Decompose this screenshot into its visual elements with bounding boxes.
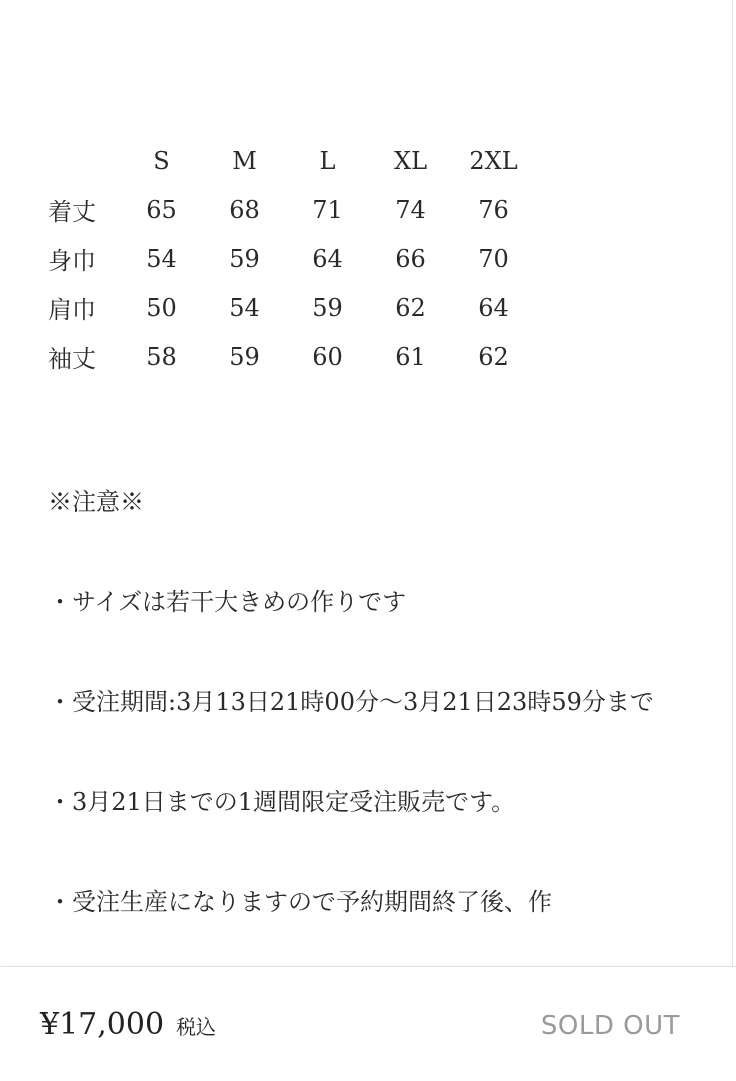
table-row bbox=[48, 332, 535, 381]
table-cell: 58 bbox=[146, 342, 177, 371]
notes-heading: ※注意※ bbox=[48, 488, 144, 516]
table-cell: 76 bbox=[478, 195, 509, 224]
price-display bbox=[40, 1007, 216, 1042]
note-item-size: ・サイズは若干大きめの作りです bbox=[48, 588, 407, 616]
table-cell: 60 bbox=[312, 342, 343, 371]
tax-label: 税込 bbox=[176, 1015, 217, 1039]
table-cell: 64 bbox=[312, 244, 343, 273]
table-row bbox=[48, 185, 535, 234]
table-cell: 62 bbox=[478, 342, 509, 371]
price-value: ¥17,000 bbox=[40, 1007, 165, 1042]
row-label-shoulder: 肩巾 bbox=[48, 296, 96, 324]
table-cell: 59 bbox=[229, 244, 260, 273]
table-cell: 61 bbox=[395, 342, 426, 371]
table-cell: 66 bbox=[395, 244, 426, 273]
corner-cell bbox=[48, 136, 120, 185]
size-header-s: S bbox=[153, 146, 170, 175]
table-cell: 54 bbox=[146, 244, 177, 273]
row-label-length: 着丈 bbox=[48, 198, 96, 226]
table-cell: 50 bbox=[146, 293, 177, 322]
size-chart-table bbox=[48, 136, 535, 381]
table-cell: 54 bbox=[229, 293, 260, 322]
size-header-m: M bbox=[232, 146, 257, 175]
table-cell: 65 bbox=[146, 195, 177, 224]
table-cell: 59 bbox=[229, 342, 260, 371]
size-header-xl: XL bbox=[393, 146, 428, 175]
table-cell: 64 bbox=[478, 293, 509, 322]
size-header-row bbox=[48, 136, 535, 185]
table-row bbox=[48, 234, 535, 283]
table-cell: 62 bbox=[395, 293, 426, 322]
table-row bbox=[48, 283, 535, 332]
purchase-bar bbox=[0, 966, 736, 1081]
row-label-width: 身巾 bbox=[48, 247, 96, 275]
note-item-limited-sale: ・3月21日までの1週間限定受注販売です。 bbox=[48, 788, 516, 816]
notes-section bbox=[48, 478, 698, 966]
table-cell: 71 bbox=[312, 195, 343, 224]
size-header-2xl: 2XL bbox=[469, 146, 518, 175]
row-label-sleeve: 袖丈 bbox=[48, 345, 96, 373]
table-cell: 59 bbox=[312, 293, 343, 322]
note-item-order-period: ・受注期間:3月13日21時00分〜3月21日23時59分まで bbox=[48, 688, 654, 716]
note-item-made-to-order: ・受注生産になりますので予約期間終了後、作 bbox=[48, 888, 552, 916]
sold-out-button[interactable]: SOLD OUT bbox=[540, 1011, 680, 1041]
table-cell: 68 bbox=[229, 195, 260, 224]
scrollbar-edge bbox=[732, 0, 733, 966]
size-header-l: L bbox=[319, 146, 336, 175]
table-cell: 70 bbox=[478, 244, 509, 273]
table-cell: 74 bbox=[395, 195, 426, 224]
